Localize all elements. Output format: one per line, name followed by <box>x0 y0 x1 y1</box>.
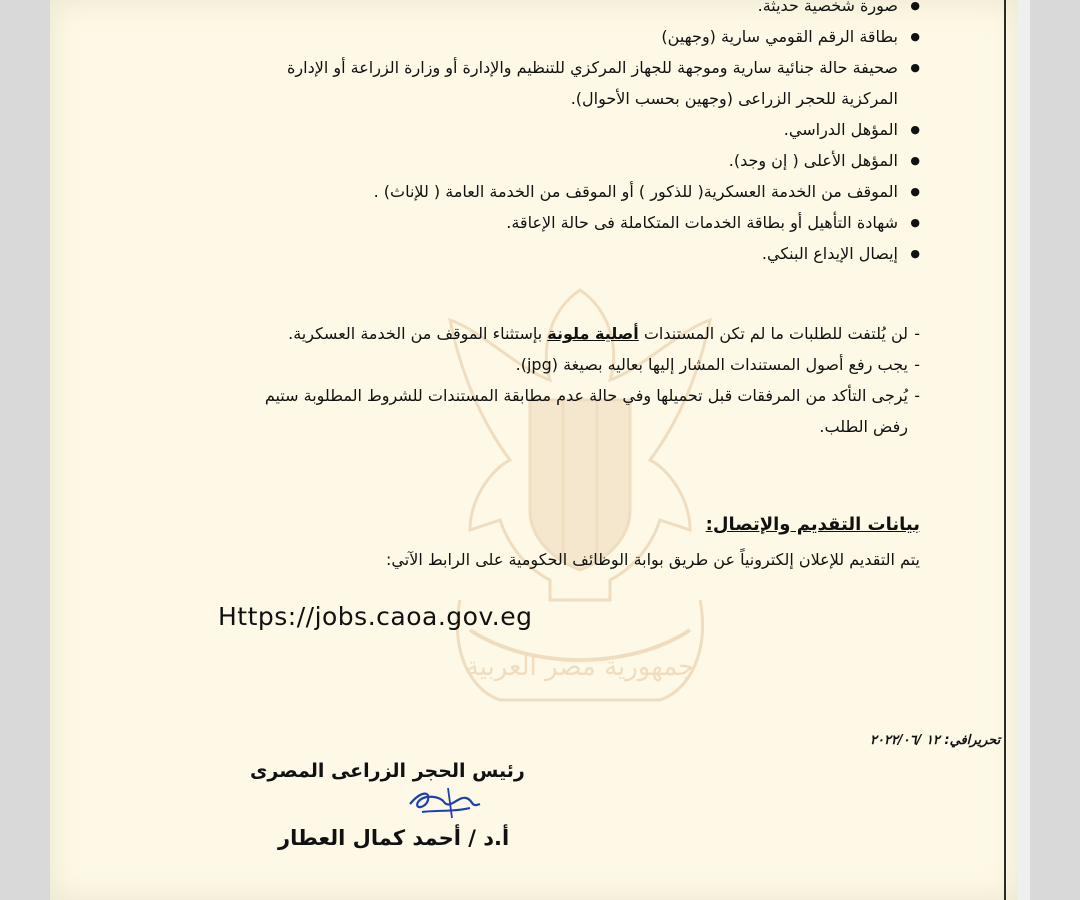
notes-section <box>260 318 920 442</box>
page-border <box>1004 0 1006 900</box>
application-text: يتم التقديم للإعلان إلكترونياً عن طريق بوابة الوظائف الحكومية على الرابط الآتي: <box>386 550 920 569</box>
requirements-list <box>260 0 920 269</box>
list-item: ● الموقف من الخدمة العسكرية( للذكور ) أو الموقف من الخدمة العامة ( للإناث) . <box>260 176 920 207</box>
list-item: ● المؤهل الأعلى ( إن وجد). <box>260 145 920 176</box>
page-edge-strip <box>1018 0 1030 900</box>
document-page <box>50 0 1018 900</box>
signatory-name: أ.د / أحمد كمال العطار <box>278 826 510 850</box>
jobs-portal-link[interactable]: Https://jobs.caoa.gov.eg <box>218 602 533 631</box>
list-item: ● بطاقة الرقم القومي سارية (وجهين) <box>260 21 920 52</box>
list-item: ● المؤهل الدراسي. <box>260 114 920 145</box>
note-text: لن يُلتفت للطلبات ما لم تكن المستندات <box>638 324 908 343</box>
handwritten-signature <box>400 782 490 824</box>
note-jpg-format: - يجب رفع أصول المستندات المشار إليها بعاليه بصيغة (jpg). <box>260 349 920 380</box>
issue-date: تحريرافي: ١٢ /٢٠٢٢/٠٦ <box>870 733 1001 748</box>
note-original-documents <box>260 318 920 349</box>
note-text: بإستثناء الموقف من الخدمة العسكرية. <box>288 324 548 343</box>
application-heading: بيانات التقديم والإتصال: <box>705 514 920 535</box>
note-emphasis: أصلية ملونة <box>547 324 639 343</box>
note-verify-attachments: - يُرجى التأكد من المرفقات قبل تحميلها وفي حالة عدم مطابقة المستندات للشروط المطلوبة ستيم رفض الطلب. <box>260 380 920 442</box>
list-item: ● صورة شخصية حديثة. <box>260 0 920 21</box>
list-item: ● صحيفة حالة جنائية سارية وموجهة للجهاز المركزي للتنظيم والإدارة أو وزارة الزراعة أو الإدارة المركزية للحجر الزراعى (وجهين بحسب الأحوال). <box>260 52 920 114</box>
signatory-title: رئيس الحجر الزراعى المصرى <box>250 760 525 782</box>
list-item: ● إيصال الإيداع البنكي. <box>260 238 920 269</box>
list-item: ● شهادة التأهيل أو بطاقة الخدمات المتكاملة فى حالة الإعاقة. <box>260 207 920 238</box>
watermark-text: جمهورية مصر العربية <box>465 652 695 682</box>
